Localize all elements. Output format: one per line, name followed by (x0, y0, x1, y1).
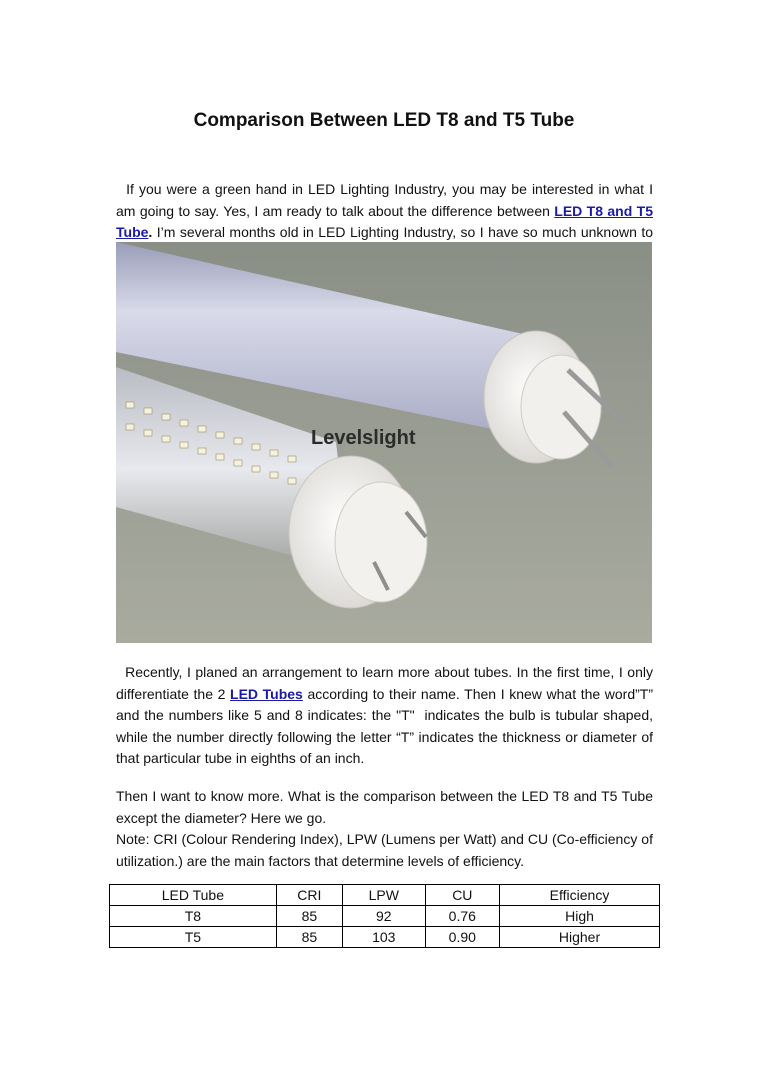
table-row (110, 927, 660, 948)
table-cell: 0.76 (425, 906, 499, 927)
body2-note: Note: CRI (Colour Rendering Index), LPW (Lumens per Watt) and CU (Co-efficiency of utilization.) are the main factors that determine levels of efficiency. (116, 831, 653, 869)
table-row (110, 906, 660, 927)
table-cell: 0.90 (425, 927, 499, 948)
table-header-cell: LPW (342, 885, 425, 906)
table-header-cell: CU (425, 885, 499, 906)
page-title: Comparison Between LED T8 and T5 Tube (193, 110, 575, 131)
body1-text-after: according to their name. Then I knew what the word”T” and the numbers like 5 and 8 indicates: the "T" indicates the bulb is tubular shaped, while the number directly following the letter “T” indicates the thickness or diameter of that particular tube in eighths of an inch. (116, 685, 654, 767)
table-cell: T5 (110, 927, 277, 948)
table-cell: Higher (500, 927, 660, 948)
led-tubes-photo (116, 242, 652, 643)
comparison-table (109, 884, 660, 948)
table-cell: High (500, 906, 660, 927)
table-cell: T8 (110, 906, 277, 927)
led-tubes-link[interactable]: LED Tubes (230, 685, 303, 702)
table-header-cell: Efficiency (500, 885, 660, 906)
table-cell: 85 (276, 927, 342, 948)
table-cell: 103 (342, 927, 425, 948)
body1-text-before: Recently, I planed an arrangement to learn more about tubes. In the first time, I only differentiate the 2 (116, 664, 653, 702)
intro-text-before: If you were a green hand in LED Lighting Industry, you may be interested in what I am going to say. Yes, I am ready to talk about the difference between (116, 181, 653, 219)
intro-period: . (148, 224, 153, 241)
body2-line1: Then I want to know more. What is the comparison between the LED T8 and T5 Tube except the diameter? Here we go. (116, 788, 653, 826)
table-header-row (110, 885, 660, 906)
body-paragraph-1 (116, 662, 653, 770)
photo-watermark: Levelslight (311, 427, 416, 449)
led-t8-t5-tube-link[interactable]: LED T8 and T5 Tube (116, 202, 653, 241)
table-cell: 85 (276, 906, 342, 927)
table-header-cell: LED Tube (110, 885, 277, 906)
body-paragraph-2 (116, 786, 653, 872)
table-cell: 92 (342, 906, 425, 927)
table-header-cell: CRI (276, 885, 342, 906)
intro-text-after: I’m several months old in LED Lighting Industry, so I have so much unknown to (156, 224, 653, 241)
